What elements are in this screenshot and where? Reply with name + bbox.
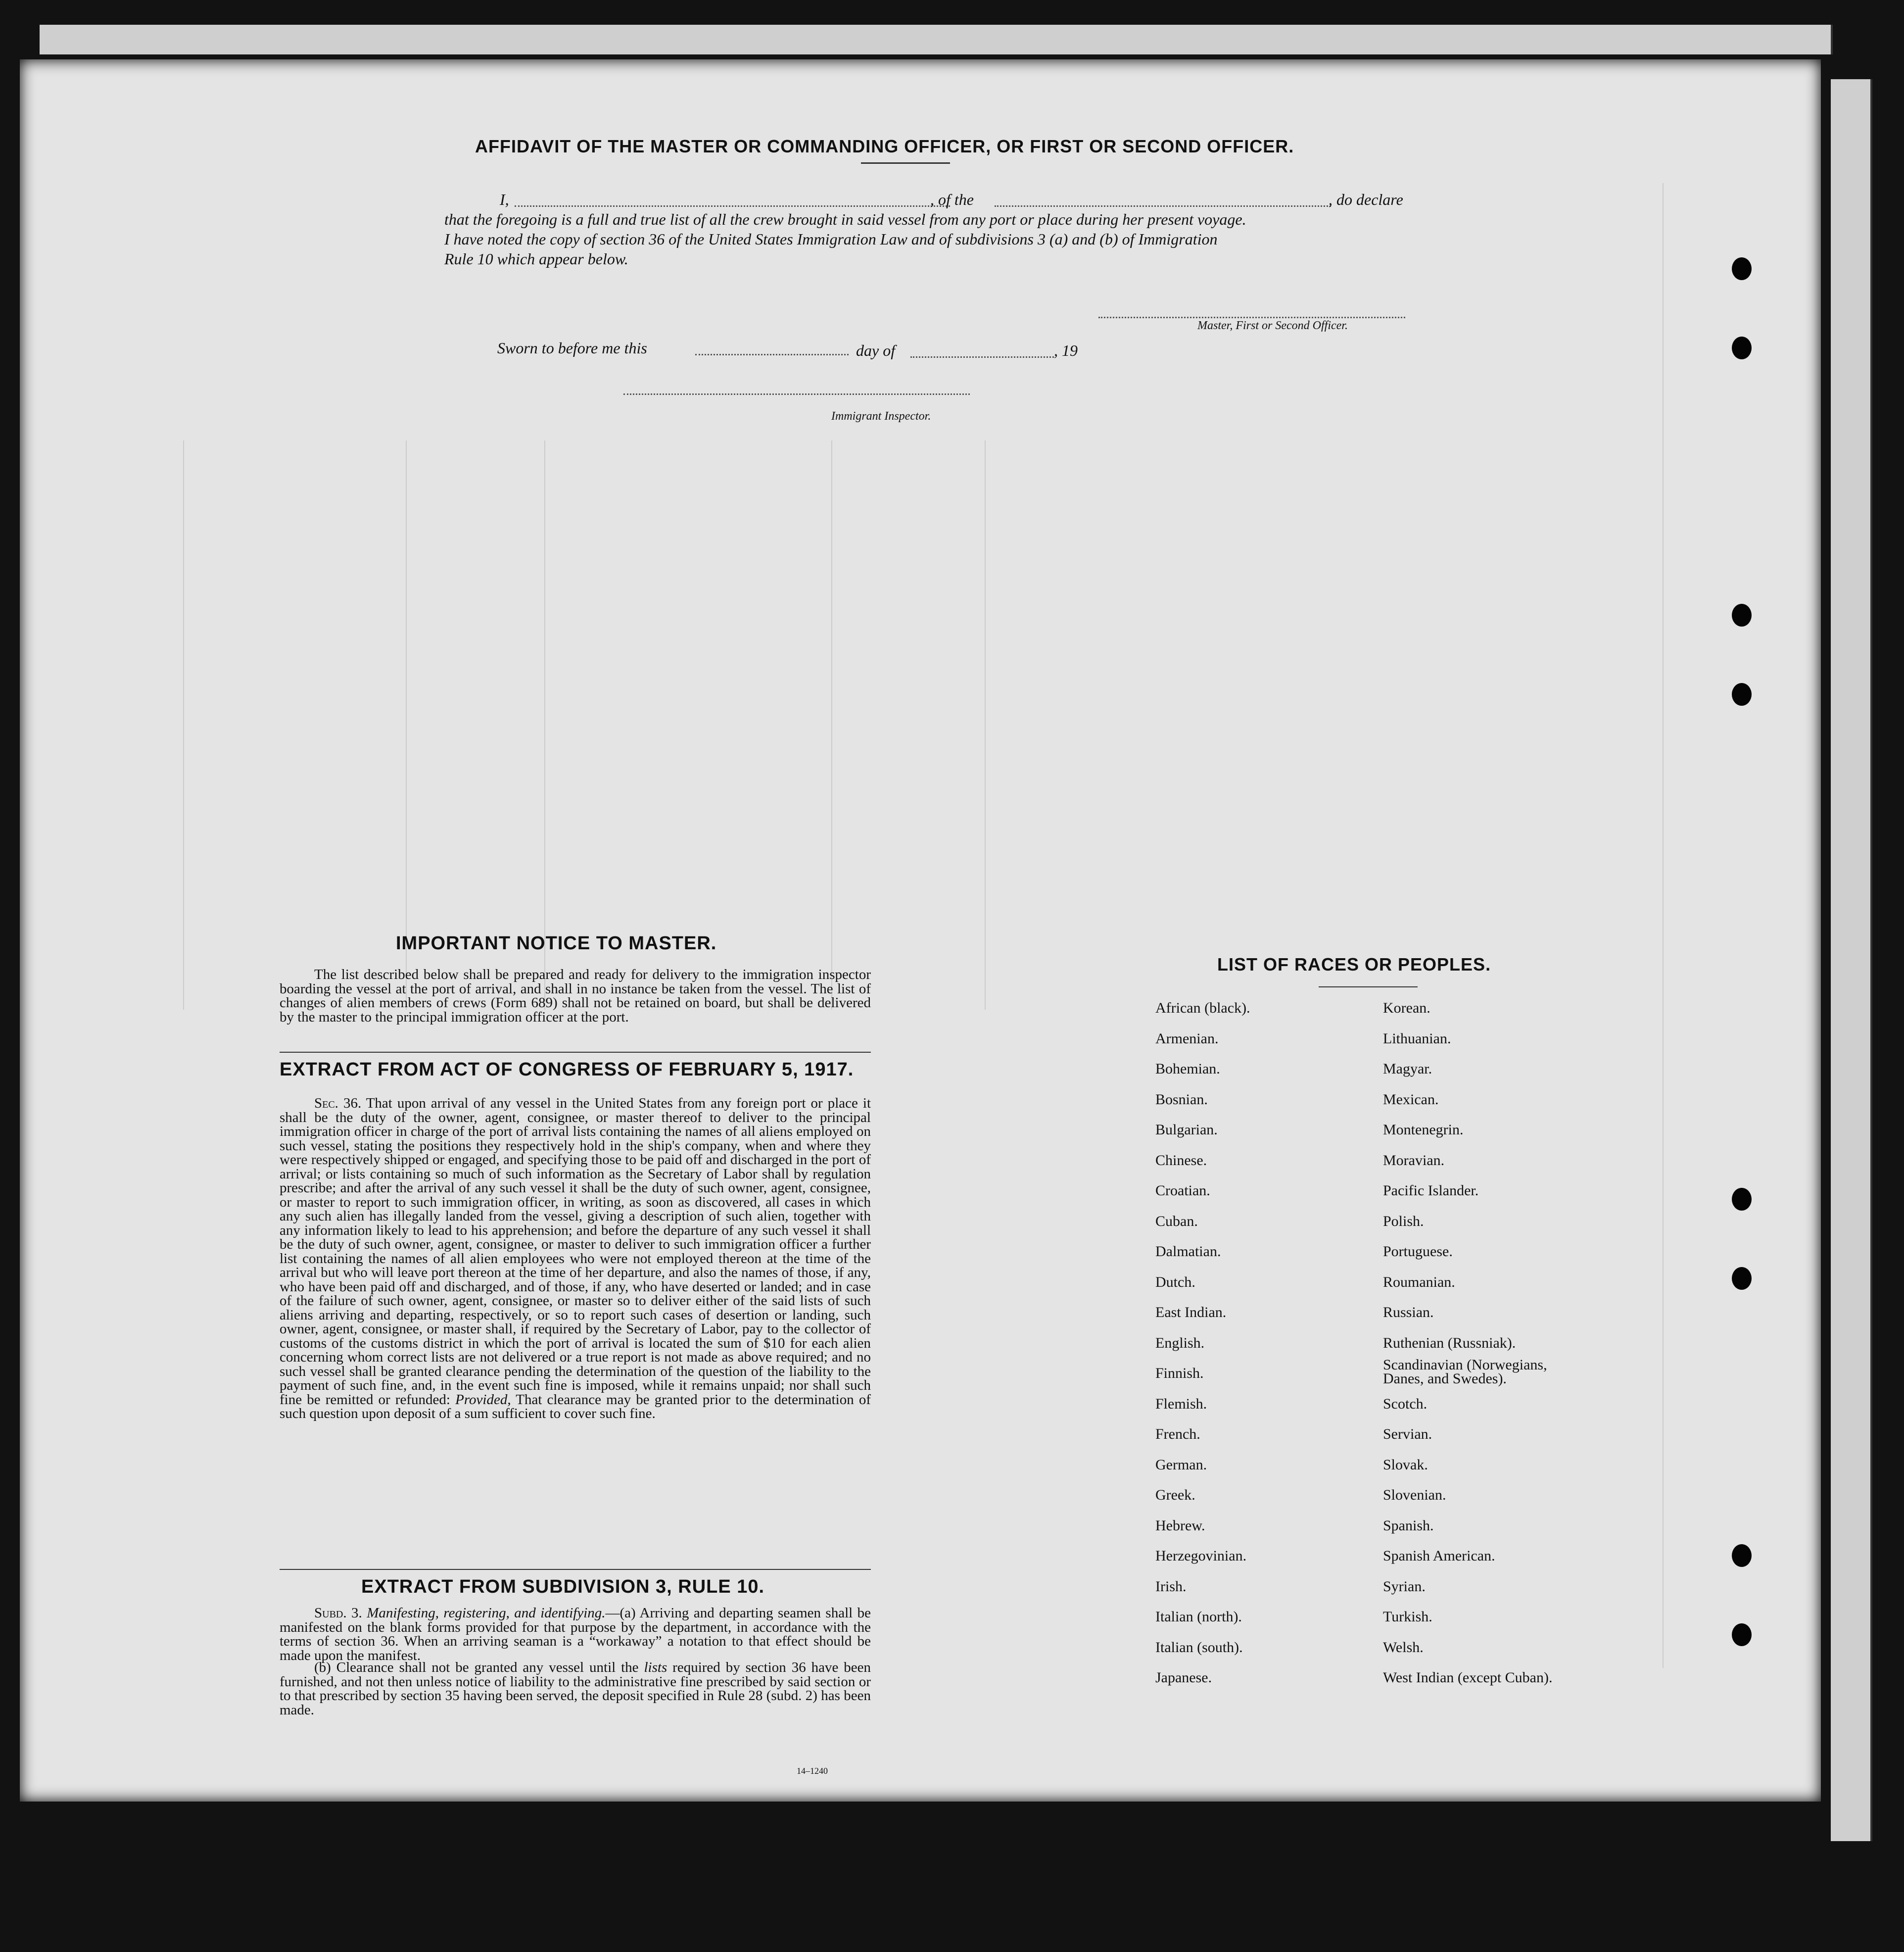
sworn-day-blank [695, 354, 849, 355]
race-item: Mexican. [1383, 1091, 1439, 1108]
affidavit-line-4: Rule 10 which appear below. [444, 250, 628, 268]
race-item: Roumanian. [1383, 1273, 1455, 1290]
races-title-underline [1319, 986, 1418, 987]
race-item: Magyar. [1383, 1061, 1432, 1077]
race-item: Chinese. [1155, 1152, 1207, 1169]
race-item: Montenegrin. [1383, 1122, 1464, 1138]
subd-heading: Manifesting, registering, and identifying. [367, 1605, 606, 1621]
race-item: Italian (north). [1155, 1609, 1242, 1625]
subd-a-body: —(a) Arriving and departing seamen shall be manifested on the blank forms provided for that purpose by the department, in accordance with the terms of section 36. When an arriving seaman is a “workaway” a notation to that effect should be made upon the manifest. [280, 1605, 871, 1663]
race-item: Dutch. [1155, 1273, 1195, 1290]
affidavit-line-1-of-the: , of the [930, 191, 974, 208]
section-divider [280, 1569, 871, 1570]
affidavit-title: AFFIDAVIT OF THE MASTER OR COMMANDING OFFICER, OR FIRST OR SECOND OFFICER. [475, 136, 1294, 156]
notice-text: The list described below shall be prepared and ready for delivery to the immigration inspector boarding the vessel at the port of arrival, and shall in no instance be taken from the vessel. The list of changes of alien members of crews (Form 689) shall not be retained on board, but shall be delivered by the master to the principal immigration officer at the port. [280, 967, 871, 1025]
race-item: East Indian. [1155, 1304, 1227, 1320]
race-item: Slovak. [1383, 1456, 1428, 1473]
race-item: Irish. [1155, 1578, 1187, 1595]
binding-hole [1732, 1623, 1752, 1646]
race-item: Welsh. [1383, 1639, 1424, 1656]
sworn-text: Sworn to before me this [497, 339, 647, 357]
inspector-signature-blank [623, 393, 970, 395]
subd-b-end: required by section 36 have been furnished, and not then unless notice of liability to the administrative fine prescribed by said section or to that prescribed by section 35 having been served, the deposit specified in Rule 28 (subd. 2) has been made. [280, 1659, 871, 1718]
bleed-through-line [1663, 183, 1664, 1668]
race-item: Portuguese. [1383, 1243, 1453, 1260]
race-item: Spanish American. [1383, 1548, 1495, 1564]
bleed-through-line [544, 440, 545, 1010]
affidavit-line-1-i: I, [500, 191, 509, 208]
race-item: Finnish. [1155, 1365, 1204, 1381]
race-item: Slovenian. [1383, 1487, 1446, 1503]
race-item: Flemish. [1155, 1395, 1207, 1412]
race-item: Moravian. [1383, 1152, 1445, 1169]
race-item: Croatian. [1155, 1182, 1210, 1199]
subdivision-3b-text [280, 1660, 871, 1717]
race-item: Scandinavian (Norwegians, Danes, and Swedes). [1383, 1357, 1547, 1387]
race-item: Servian. [1383, 1426, 1432, 1442]
binding-hole [1732, 257, 1752, 280]
race-item: Bulgarian. [1155, 1122, 1218, 1138]
race-item: Spanish. [1383, 1517, 1434, 1534]
bleed-through-line [406, 440, 407, 1010]
affidavit-line-3: I have noted the copy of section 36 of the United States Immigration Law and of subdivisions 3 (a) and (b) of Immigration [444, 230, 1218, 248]
section-36-text [280, 1096, 871, 1421]
binding-hole [1732, 604, 1752, 627]
race-item: Lithuanian. [1383, 1030, 1451, 1047]
race-item: Japanese. [1155, 1669, 1212, 1686]
rule-extract-title: EXTRACT FROM SUBDIVISION 3, RULE 10. [361, 1576, 765, 1597]
day-of-label: day of [856, 342, 896, 359]
race-item: West Indian (except Cuban). [1383, 1669, 1553, 1686]
section-36-end: That clearance may be granted prior to the determination of such question upon deposit of a sum sufficient to cover such fine. [280, 1391, 871, 1421]
race-item: Herzegovinian. [1155, 1548, 1247, 1564]
month-blank [910, 356, 1054, 358]
bleed-through-line [985, 440, 986, 1010]
notice-title: IMPORTANT NOTICE TO MASTER. [396, 933, 717, 954]
race-item: Bohemian. [1155, 1061, 1220, 1077]
section-label: Sec. 36. [314, 1095, 362, 1111]
provided-word: Provided, [455, 1391, 511, 1408]
race-item: Polish. [1383, 1213, 1424, 1229]
race-item: Cuban. [1155, 1213, 1198, 1229]
race-item: Bosnian. [1155, 1091, 1208, 1108]
race-item: Pacific Islander. [1383, 1182, 1479, 1199]
race-item: Russian. [1383, 1304, 1434, 1320]
race-item: Scotch. [1383, 1395, 1428, 1412]
subd-b-start: (b) Clearance shall not be granted any vessel until the [314, 1659, 639, 1675]
lists-word: lists [644, 1659, 667, 1675]
races-title: LIST OF RACES OR PEOPLES. [1217, 954, 1491, 975]
race-item: Syrian. [1383, 1578, 1426, 1595]
master-signature-blank [1098, 317, 1405, 318]
bleed-through-line [183, 440, 184, 1010]
manifest-page [20, 59, 1821, 1802]
race-item: Dalmatian. [1155, 1243, 1221, 1260]
page-edge-top [40, 25, 1833, 54]
form-number: 14–1240 [797, 1766, 828, 1776]
binding-hole [1732, 1267, 1752, 1290]
race-item: English. [1155, 1334, 1205, 1351]
race-item: Hebrew. [1155, 1517, 1205, 1534]
binding-hole [1732, 1544, 1752, 1567]
race-item: Turkish. [1383, 1609, 1432, 1625]
affidavit-line-1-declare: , do declare [1329, 191, 1403, 208]
master-label: Master, First or Second Officer. [1197, 319, 1348, 332]
race-item: French. [1155, 1426, 1200, 1442]
name-blank [515, 205, 950, 207]
inspector-label: Immigrant Inspector. [831, 410, 931, 423]
subdivision-3a-text [280, 1606, 871, 1662]
bleed-through-line [831, 440, 832, 1010]
vessel-blank [995, 205, 1331, 207]
section-36-body: That upon arrival of any vessel in the United States from any foreign port or place it shall be the duty of the owner, agent, consignee, or master thereof to deliver to the principal immigration officer in charge of the port of arrival lists containing the names of all aliens employed on such vessel, stating the positions they respectively hold in the ship's company, when and where they were respectively shipped or engaged, and specifying those to be paid off and discharged in the port of arrival; or lists containing so much of such information as the Secretary of Labor shall by regulation prescribe; and after the arrival of any such vessel it shall be the duty of such owner, agent, consignee, or master to report to such immigration officer, in writing, as soon as discovered, all cases in which any such alien has illegally landed from the vessel, giving a description of such alien, together with any information likely to lead to his apprehension; and before the departure of any such vessel it shall be the duty of such owner, agent, consignee, or master to deliver to such immigration officer a further list containing the names of all alien employees who were not employed thereon at the time of the arrival but who will leave port thereon at the time of her departure, and also the names of those, if any, who have been paid off and discharged, and of those, if any, who have deserted or landed; and in case of the failure of such owner, agent, consignee, or master so to deliver either of the said lists of such aliens arriving and departing, respectively, or so to report such cases of desertion or landing, such owner, agent, consignee, or master shall, if required by the Secretary of Labor, pay to the collector of customs of the customs district in which the port of arrival is located the sum of $10 for each alien concerning whom correct lists are not delivered or a true report is not made as above required; and no such vessel shall be granted clearance pending the determination of the question of the liability to the payment of such fine, and, in the event such fine is imposed, while it remains unpaid; nor shall such fine be remitted or refunded: [280, 1095, 871, 1408]
race-item: German. [1155, 1456, 1207, 1473]
binding-hole [1732, 337, 1752, 359]
race-item: African (black). [1155, 1000, 1250, 1016]
race-item: Italian (south). [1155, 1639, 1243, 1656]
act-extract-title: EXTRACT FROM ACT OF CONGRESS OF FEBRUARY 5, 1917. [280, 1059, 854, 1080]
section-divider [280, 1052, 871, 1053]
race-item: Korean. [1383, 1000, 1430, 1016]
year-prefix: , 19 [1054, 342, 1078, 359]
binding-hole [1732, 1188, 1752, 1211]
race-item: Ruthenian (Russniak). [1383, 1334, 1516, 1351]
binding-hole [1732, 683, 1752, 706]
page-edge-right [1831, 79, 1872, 1841]
title-underline [861, 162, 950, 164]
race-item: Armenian. [1155, 1030, 1219, 1047]
affidavit-line-2: that the foregoing is a full and true list of all the crew brought in said vessel from any port or place during her present voyage. [444, 210, 1246, 228]
race-item: Greek. [1155, 1487, 1195, 1503]
subd-label: Subd. 3. [314, 1605, 362, 1621]
